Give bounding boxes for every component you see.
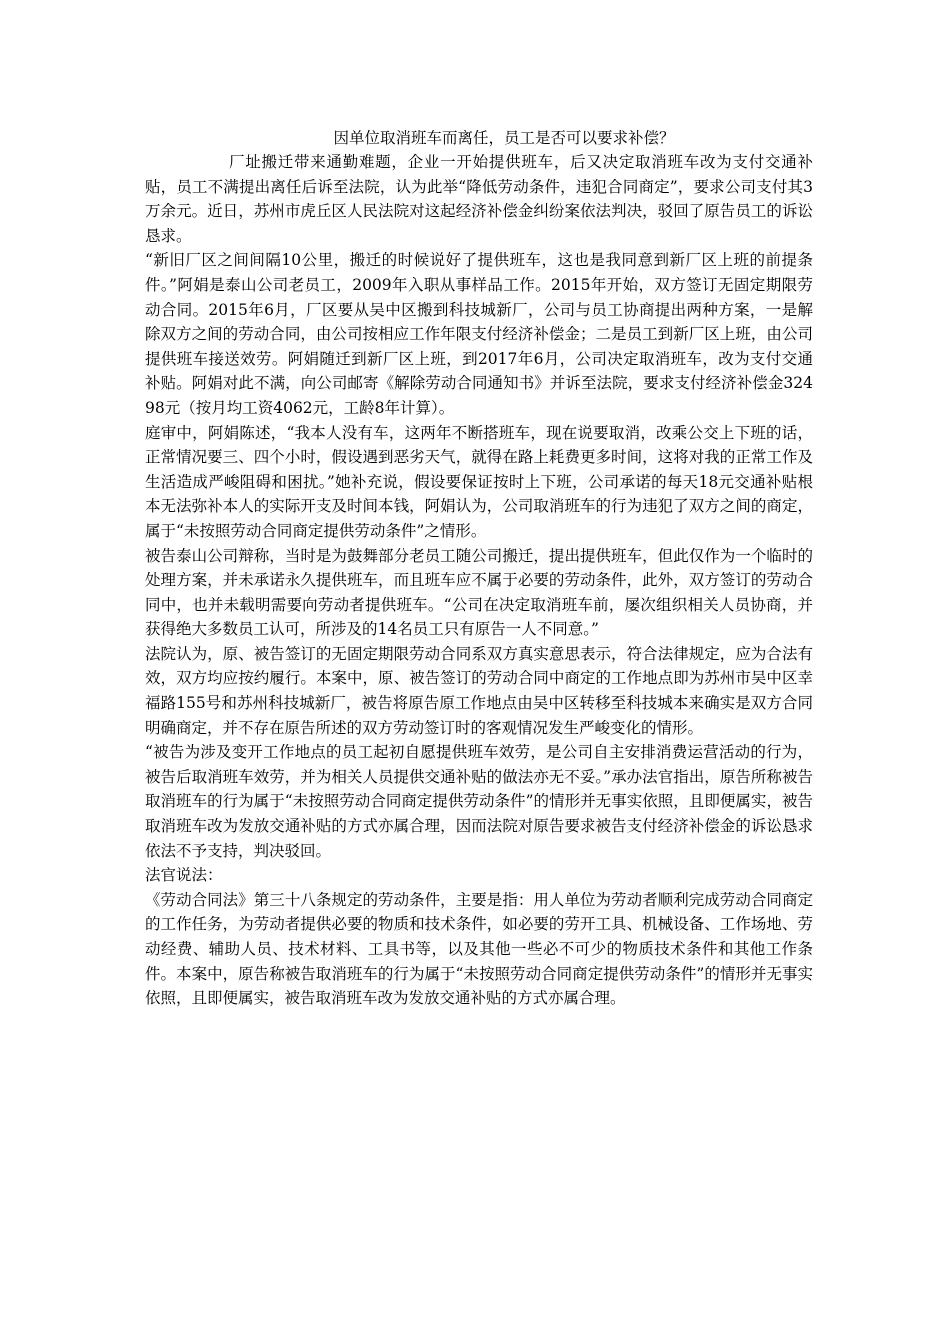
paragraph-intro: 厂址搬迁带来通勤难题，企业一开始提供班车，后又决定取消班车改为支付交通补贴，员工不满提出离任后诉至法院，认为此举“降低劳动条件，违犯合同商定”，要求公司支付其3万余元。近日，苏州市虎丘区人民法院对这起经济补偿金纠纷案依法判决，驳回了原告员工的诉讼恳求。 (145, 153, 813, 245)
document-body (145, 126, 813, 1011)
section-heading-judge-says: 法官说法： (145, 866, 223, 885)
paragraph-plaintiff-statement: 庭审中，阿娟陈述，“我本人没有车，这两年不断搭班车，现在说要取消，改乘公交上下班的话，正常情况要三、四个小时，假设遇到恶劣天气，就得在路上耗费更多时间，这将对我的正常工作及生活造成严峻阻碍和困扰。”她补充说，假设要保证按时上下班，公司承诺的每天18元交通补贴根本无法弥补本人的实际开支及时间本钱，阿娟认为，公司取消班车的行为违犯了双方之间的商定，属于“未按照劳动合同商定提供劳动条件”之情形。 (145, 423, 813, 540)
paragraph-legal-explanation: 《劳动合同法》第三十八条规定的劳动条件，主要是指：用人单位为劳动者顺利完成劳动合同商定的工作任务，为劳动者提供必要的物质和技术条件，如必要的劳开工具、机械设备、工作场地、劳动经费、辅助人员、技术材料、工具书等，以及其他一些必不可少的物质技术条件和其他工作条件。本案中，原告称被告取消班车的行为属于“未按照劳动合同商定提供劳动条件”的情形并无事实依照，且即便属实，被告取消班车改为发放交通补贴的方式亦属合理。 (145, 890, 813, 1008)
document-title: 因单位取消班车而离任，员工是否可以要求补偿？ (333, 129, 675, 147)
paragraph-judgment: “被告为涉及变开工作地点的员工起初自愿提供班车效劳，是公司自主安排消费运营活动的行为，被告后取消班车效劳，并为相关人员提供交通补贴的做法亦无不妥。”承办法官指出，原告所称被告取消班车的行为属于“未按照劳动合同商定提供劳动条件”的情形并无事实依照，且即便属实，被告取消班车改为发放交通补贴的方式亦属合理，因而法院对原告要求被告支付经济补偿金的诉讼恳求依法不予支持，判决驳回。 (145, 743, 813, 860)
paragraph-court-opinion: 法院认为，原、被告签订的无固定期限劳动合同系双方真实意思表示，符合法律规定，应为合法有效，双方均应按约履行。本案中，原、被告签订的劳动合同中商定的工作地点即为苏州市吴中区幸福路155号和苏州科技城新厂，被告将原告原工作地点由吴中区转移至科技城本来确实是双方合同明确商定，并不存在原告所述的双方劳动签订时的客观情况发生严峻变化的情形。 (145, 644, 813, 737)
paragraph-background: “新旧厂区之间间隔10公里，搬迁的时候说好了提供班车，这也是我同意到新厂区上班的前提条件。”阿娟是泰山公司老员工，2009年入职从事样品工作。2015年开始，双方签订无固定期限劳动合同。2015年6月，厂区要从吴中区搬到科技城新厂，公司与员工协商提出两种方案，一是解除双方之间的劳动合同，由公司按相应工作年限支付经济补偿金；二是员工到新厂区上班，由公司提供班车接送效劳。阿娟随迁到新厂区上班，到2017年6月，公司决定取消班车，改为支付交通补贴。阿娟对此不满，向公司邮寄《解除劳动合同通知书》并诉至法院，要求支付经济补偿金32498元（按月均工资4062元，工龄8年计算）。 (145, 251, 813, 417)
paragraph-defendant-defense: 被告泰山公司辩称，当时是为鼓舞部分老员工随公司搬迁，提出提供班车，但此仅作为一个临时的处理方案，并未承诺永久提供班车，而且班车应不属于必要的劳动条件，此外，双方签订的劳动合同中，也并未载明需要向劳动者提供班车。“公司在决定取消班车前，屡次组织相关人员协商，并获得绝大多数员工认可，所涉及的14名员工只有原告一人不同意。” (145, 546, 813, 639)
